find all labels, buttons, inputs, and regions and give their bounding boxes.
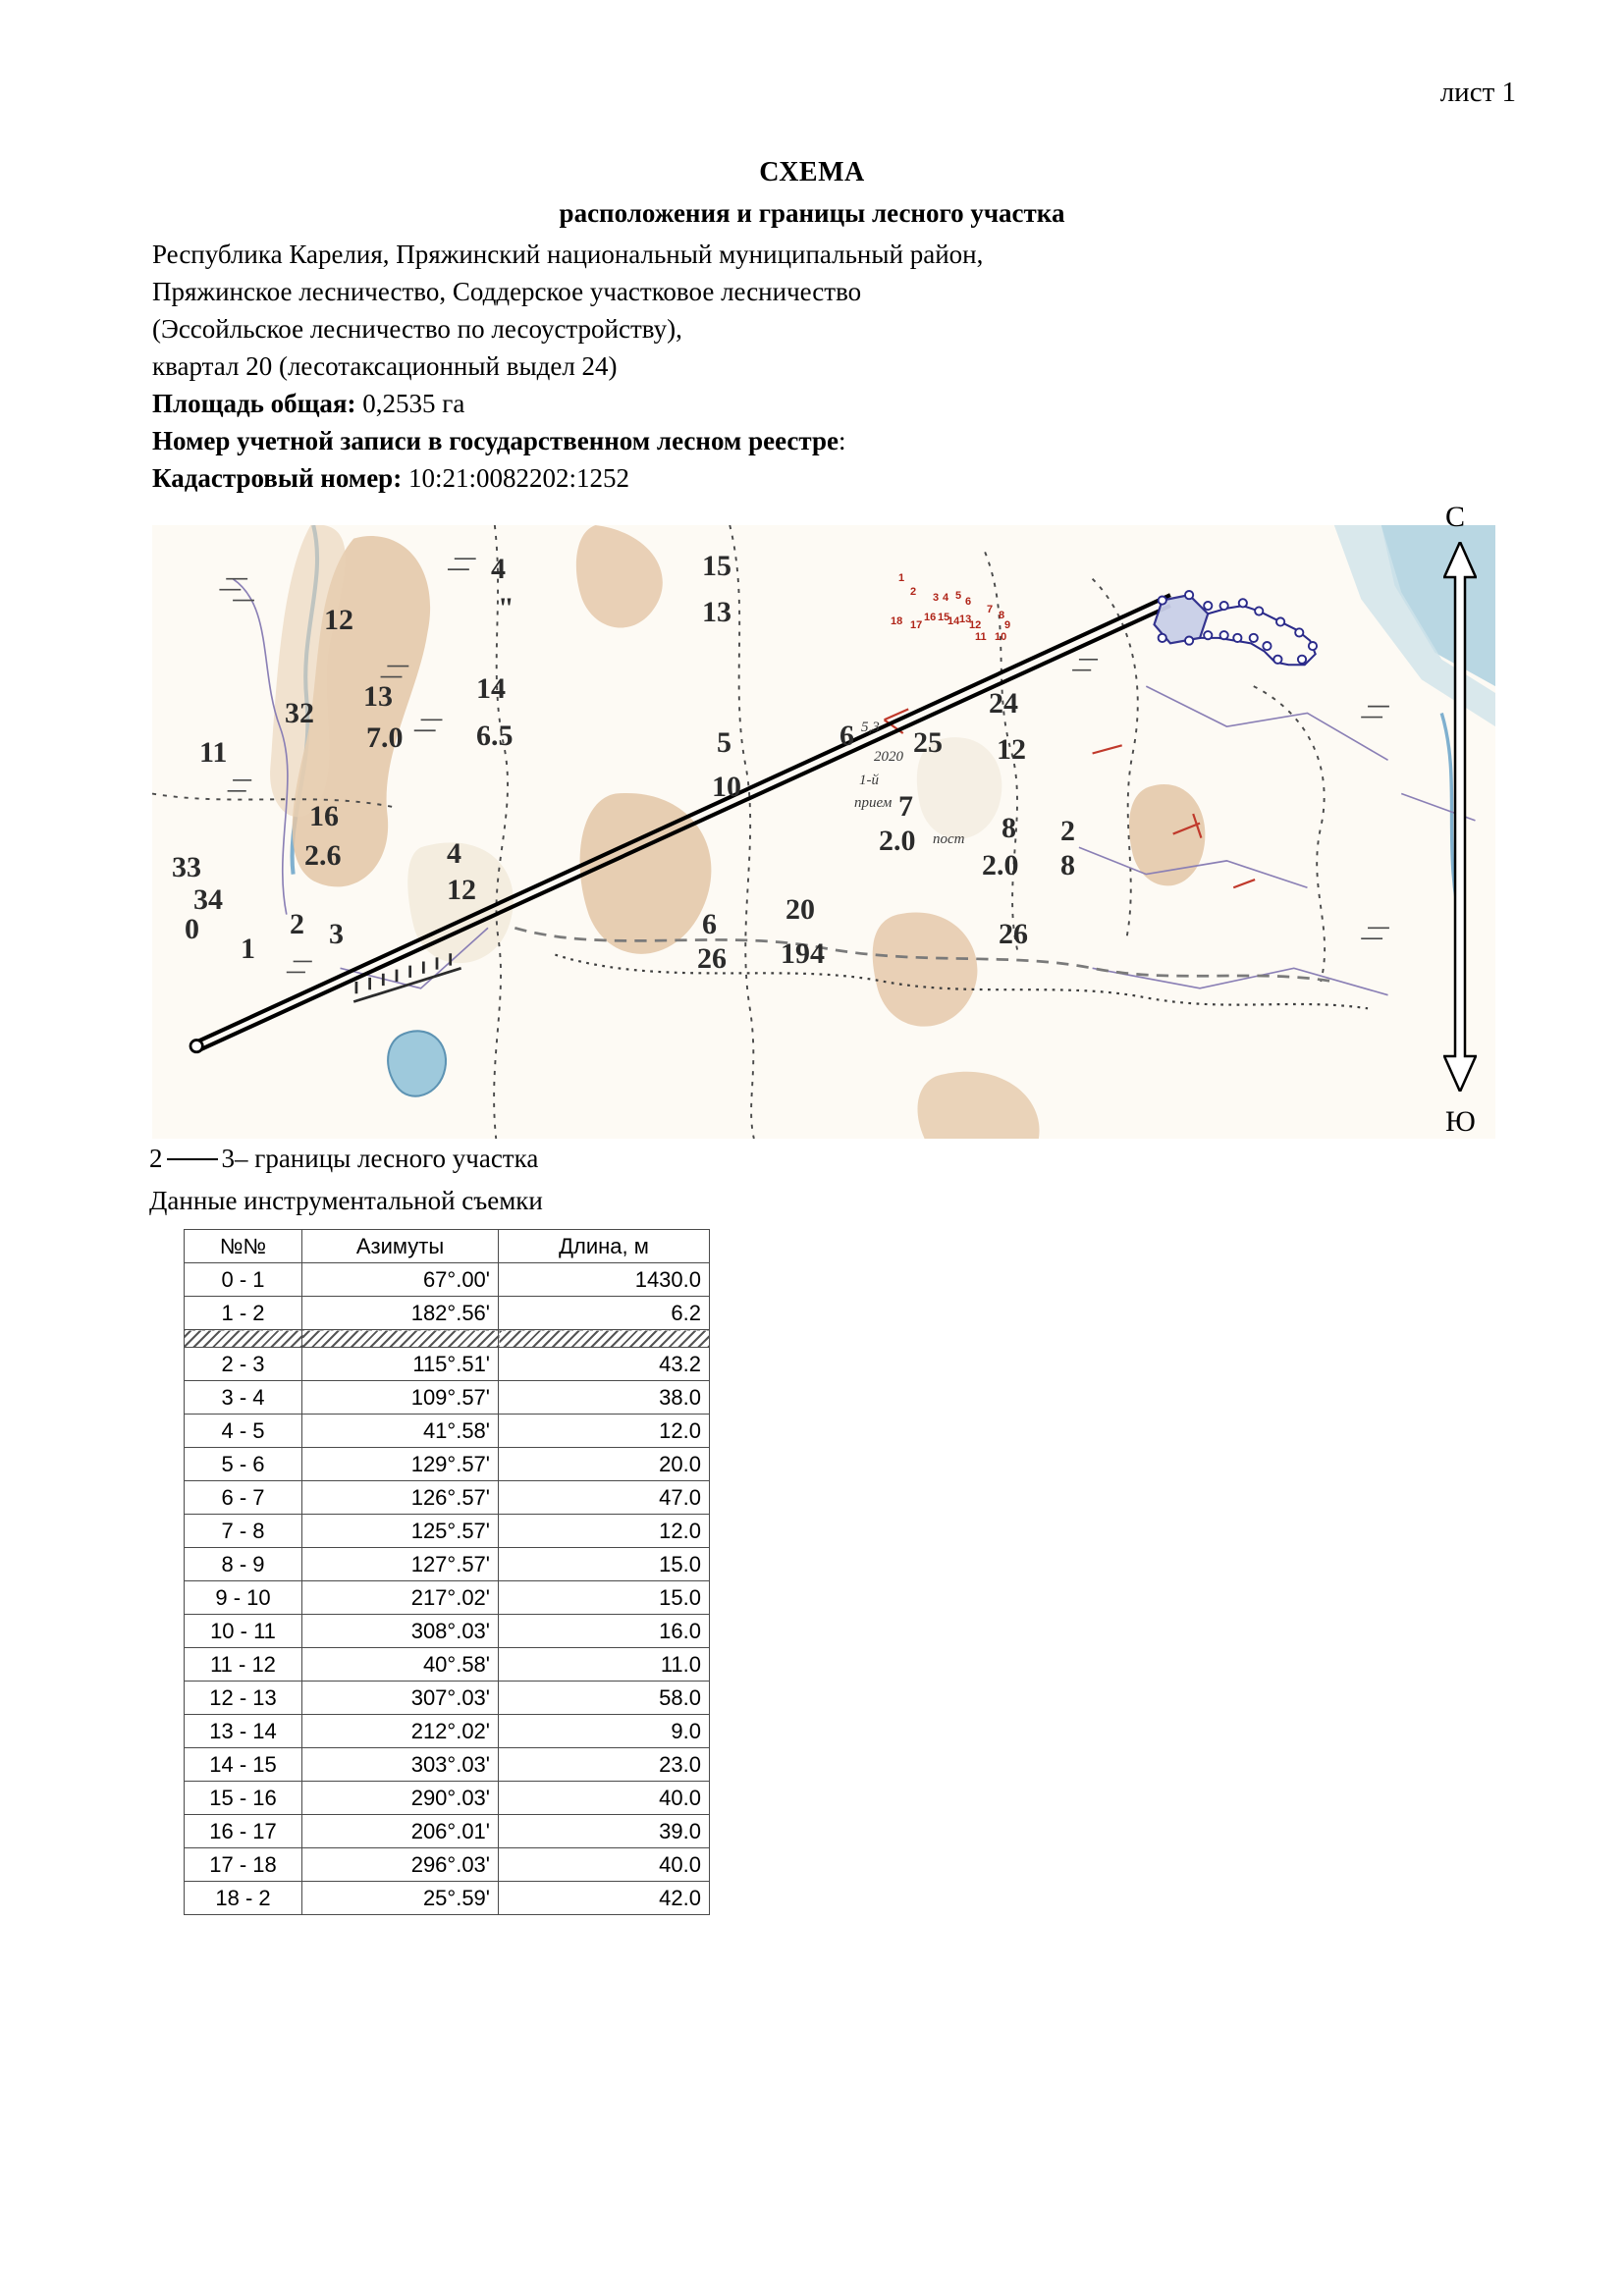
- legend-line-segment: [167, 1158, 218, 1160]
- col-header-length: Длина, м: [499, 1230, 710, 1263]
- table-row: [185, 1263, 710, 1297]
- map-vertex-number: 11: [975, 631, 987, 643]
- cell-length: 6.2: [499, 1297, 710, 1330]
- compass-south-label: Ю: [1445, 1105, 1476, 1138]
- cell-azimuth: 206°.01': [302, 1815, 499, 1848]
- cell-length: 39.0: [499, 1815, 710, 1848]
- table-row: [185, 1548, 710, 1581]
- map-stand-number: 25: [913, 726, 943, 759]
- address-line-2: Пряжинское лесничество, Соддерское участковое лесничество: [152, 277, 862, 306]
- registry-row: [152, 422, 1478, 459]
- cell-number: 9 - 10: [185, 1581, 302, 1615]
- cell-number: 12 - 13: [185, 1682, 302, 1715]
- cell-number: 11 - 12: [185, 1648, 302, 1682]
- cell-azimuth: 125°.57': [302, 1515, 499, 1548]
- address-line-1: Республика Карелия, Пряжинский национальный муниципальный район,: [152, 240, 984, 269]
- cell-length: 12.0: [499, 1415, 710, 1448]
- map-stand-number: 12: [447, 874, 476, 906]
- map-vertex-number: 10: [995, 631, 1007, 643]
- cell-length: 38.0: [499, 1381, 710, 1415]
- cell-azimuth: 40°.58': [302, 1648, 499, 1682]
- cell-length: 47.0: [499, 1481, 710, 1515]
- address-block: [152, 236, 1478, 497]
- table-row: [185, 1782, 710, 1815]
- map-stand-number: ": [498, 592, 514, 624]
- cell-number: 18 - 2: [185, 1882, 302, 1915]
- map-handwritten-note: 1-й: [859, 773, 879, 788]
- map-stand-number: 6: [702, 908, 717, 940]
- compass-north-label: С: [1445, 501, 1466, 533]
- table-row: [185, 1448, 710, 1481]
- cell-azimuth: 308°.03': [302, 1615, 499, 1648]
- area-label: Площадь общая:: [152, 389, 356, 418]
- cell-length: 23.0: [499, 1748, 710, 1782]
- map-svg: [152, 525, 1495, 1139]
- cadastral-label: Кадастровый номер:: [152, 463, 403, 493]
- cell-azimuth: 67°.00': [302, 1263, 499, 1297]
- legend-boundary: [149, 1144, 538, 1174]
- map-stand-number: 10: [712, 771, 741, 803]
- cell-length: 58.0: [499, 1682, 710, 1715]
- registry-label: Номер учетной записи в государственном лесном реестре: [152, 426, 839, 455]
- map-stand-number: 32: [285, 697, 314, 729]
- registry-value: :: [838, 426, 846, 455]
- cell-length: 15.0: [499, 1581, 710, 1615]
- map-stand-number: 6.5: [476, 720, 514, 752]
- map-vertex-number: 13: [959, 614, 972, 625]
- address-line-4: квартал 20 (лесотаксационный выдел 24): [152, 351, 618, 381]
- map-stand-number: 13: [363, 680, 393, 713]
- legend-end-point: 3: [221, 1144, 235, 1173]
- map-vertex-number: 12: [969, 619, 982, 631]
- map-vertex-number: 2: [910, 586, 917, 598]
- cell-length: 20.0: [499, 1448, 710, 1481]
- address-line-3: (Эссойльское лесничество по лесоустройству),: [152, 314, 682, 344]
- table-row: [185, 1848, 710, 1882]
- cell-number: 14 - 15: [185, 1748, 302, 1782]
- cell-length: 11.0: [499, 1648, 710, 1682]
- map-vertex-number: 6: [965, 596, 972, 608]
- cell-azimuth: 217°.02': [302, 1581, 499, 1615]
- cell-number: 3 - 4: [185, 1381, 302, 1415]
- map-stand-number: 3: [329, 918, 344, 950]
- cell-number: 0 - 1: [185, 1263, 302, 1297]
- map-stand-number: 26: [999, 918, 1028, 950]
- map-vertex-number: 3: [933, 592, 940, 604]
- cell-azimuth: 307°.03': [302, 1682, 499, 1715]
- cell-azimuth: 296°.03': [302, 1848, 499, 1882]
- cell-azimuth: 41°.58': [302, 1415, 499, 1448]
- cell-azimuth: 303°.03': [302, 1748, 499, 1782]
- col-header-number: №№: [185, 1230, 302, 1263]
- map-stand-number: 4: [491, 553, 506, 585]
- map-stand-number: 2: [1060, 815, 1075, 847]
- map-stand-number: 194: [781, 937, 825, 970]
- map-handwritten-note: прием: [854, 795, 893, 811]
- map-stand-number: 14: [476, 672, 506, 705]
- page-title: СХЕМА: [759, 157, 865, 187]
- sheet-label: лист 1: [1439, 77, 1516, 108]
- map-stand-number: 20: [785, 893, 815, 926]
- cell-number: 16 - 17: [185, 1815, 302, 1848]
- hatch-cell: [302, 1330, 499, 1348]
- map-vertex-number: 8: [999, 610, 1005, 621]
- cell-number: 6 - 7: [185, 1481, 302, 1515]
- map-stand-number: 1: [241, 933, 255, 965]
- cadastral-row: [152, 459, 1478, 497]
- cell-length: 15.0: [499, 1548, 710, 1581]
- cell-azimuth: 109°.57': [302, 1381, 499, 1415]
- cell-azimuth: 126°.57': [302, 1481, 499, 1515]
- hatch-cell: [499, 1330, 710, 1348]
- map-vertex-number: 4: [943, 592, 949, 604]
- map-stand-number: 16: [309, 800, 339, 832]
- compass-rose: [1422, 501, 1500, 1139]
- hatch-cell: [185, 1330, 302, 1348]
- map-handwritten-note: пост: [933, 831, 965, 847]
- map-stand-number: 4: [447, 837, 461, 870]
- cell-azimuth: 182°.56': [302, 1297, 499, 1330]
- col-header-azimuth: Азимуты: [302, 1230, 499, 1263]
- map-stand-number: 7.0: [366, 721, 404, 754]
- map-stand-number: 33: [172, 851, 201, 883]
- map-stand-number: 8: [1001, 812, 1016, 844]
- cell-number: 7 - 8: [185, 1515, 302, 1548]
- map-handwritten-note: 5,3: [861, 720, 880, 735]
- map-stand-number: 6: [839, 720, 854, 752]
- cell-azimuth: 25°.59': [302, 1882, 499, 1915]
- survey-table: [184, 1229, 710, 1915]
- map-stand-number: 15: [702, 550, 731, 582]
- forest-map-image: [152, 525, 1495, 1139]
- map-vertex-number: 7: [987, 604, 994, 615]
- map-vertex-number: 17: [910, 619, 923, 631]
- cell-azimuth: 129°.57': [302, 1448, 499, 1481]
- survey-caption: Данные инструментальной съемки: [149, 1186, 543, 1215]
- title-block: [0, 157, 1624, 229]
- page-subtitle: расположения и границы лесного участка: [559, 198, 1065, 228]
- table-row: [185, 1297, 710, 1330]
- map-stand-number: 5: [717, 726, 731, 759]
- map-stand-number: 0: [185, 913, 199, 945]
- map-stand-number: 2: [290, 908, 304, 940]
- map-stand-number: 8: [1060, 849, 1075, 881]
- cell-length: 40.0: [499, 1782, 710, 1815]
- map-stand-number: 24: [989, 687, 1018, 720]
- survey-table-body: [185, 1263, 710, 1915]
- cell-number: 5 - 6: [185, 1448, 302, 1481]
- map-vertex-number: 16: [924, 612, 937, 623]
- table-row: [185, 1882, 710, 1915]
- cell-length: 9.0: [499, 1715, 710, 1748]
- cell-number: 2 - 3: [185, 1348, 302, 1381]
- cell-number: 17 - 18: [185, 1848, 302, 1882]
- map-vertex-number: 1: [898, 572, 905, 584]
- cell-number: 8 - 9: [185, 1548, 302, 1581]
- table-row: [185, 1815, 710, 1848]
- table-row: [185, 1648, 710, 1682]
- cell-azimuth: 290°.03': [302, 1782, 499, 1815]
- map-vertex-number: 15: [938, 612, 950, 623]
- map-stand-number: 7: [898, 790, 913, 823]
- cell-number: 4 - 5: [185, 1415, 302, 1448]
- table-row: [185, 1682, 710, 1715]
- map-stand-number: 13: [702, 596, 731, 628]
- map-vertex-number: 9: [1004, 619, 1011, 631]
- map-stand-number: 11: [199, 736, 228, 769]
- cell-number: 1 - 2: [185, 1297, 302, 1330]
- map-stand-number: 12: [324, 604, 353, 636]
- cell-azimuth: 115°.51': [302, 1348, 499, 1381]
- cell-length: 12.0: [499, 1515, 710, 1548]
- table-row: [185, 1515, 710, 1548]
- map-stand-number: 2.6: [304, 839, 342, 872]
- cell-length: 16.0: [499, 1615, 710, 1648]
- table-hatched-separator: [185, 1330, 710, 1348]
- cell-azimuth: 127°.57': [302, 1548, 499, 1581]
- table-row: [185, 1415, 710, 1448]
- cell-number: 10 - 11: [185, 1615, 302, 1648]
- legend-text: – границы лесного участка: [235, 1144, 539, 1173]
- cell-number: 15 - 16: [185, 1782, 302, 1815]
- map-stand-number: 26: [697, 942, 727, 975]
- map-stand-number: 2.0: [982, 849, 1019, 881]
- table-row: [185, 1481, 710, 1515]
- map-vertex-number: 5: [955, 590, 962, 602]
- area-row: [152, 385, 1478, 422]
- map-vertex-number: 18: [891, 615, 903, 627]
- cell-length: 43.2: [499, 1348, 710, 1381]
- map-vertex-number: 14: [947, 615, 960, 627]
- map-figure: [152, 501, 1495, 1139]
- map-handwritten-note: 2020: [874, 749, 903, 765]
- table-row: [185, 1615, 710, 1648]
- table-row: [185, 1748, 710, 1782]
- compass-arrow-icon: [1443, 542, 1477, 1092]
- table-row: [185, 1715, 710, 1748]
- legend-start-point: 2: [149, 1144, 163, 1173]
- cadastral-value: 10:21:0082202:1252: [407, 463, 629, 493]
- table-row: [185, 1381, 710, 1415]
- map-stand-number: 2.0: [879, 825, 916, 857]
- table-row: [185, 1348, 710, 1381]
- cell-number: 13 - 14: [185, 1715, 302, 1748]
- cell-azimuth: 212°.02': [302, 1715, 499, 1748]
- cell-length: 40.0: [499, 1848, 710, 1882]
- map-stand-number: 34: [193, 883, 223, 916]
- area-value: 0,2535 га: [362, 389, 465, 418]
- cell-length: 1430.0: [499, 1263, 710, 1297]
- cell-length: 42.0: [499, 1882, 710, 1915]
- map-stand-number: 12: [997, 733, 1026, 766]
- table-row: [185, 1581, 710, 1615]
- table-header-row: [185, 1230, 710, 1263]
